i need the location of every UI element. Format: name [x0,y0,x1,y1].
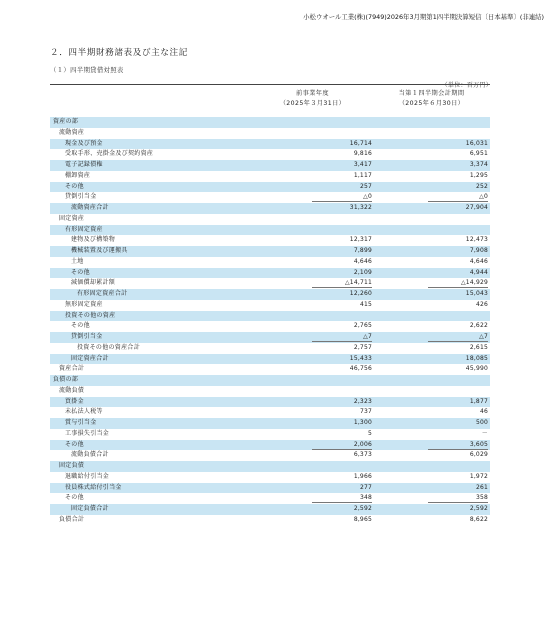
current-value: 4,944 [469,268,488,276]
current-value: 8,622 [469,515,488,523]
current-value: 6,951 [469,150,488,158]
table-row [50,440,490,451]
row-label: 現金及び預金 [65,139,103,147]
table-row [50,235,490,246]
table-row [50,246,490,257]
prior-value: 257 [359,182,372,190]
row-label: 役員株式給付引当金 [65,483,122,491]
section-title: ２．四半期財務諸表及び主な注記 [50,48,188,58]
table-row [50,311,490,322]
unit-note: （単位：百万円） [441,82,492,89]
prior-value: △14,711 [312,278,372,288]
row-label: 退職給付引当金 [65,472,110,480]
table-row [50,117,490,128]
prior-value: 5 [367,429,372,437]
prior-value: 348 [312,493,372,503]
table-row [50,364,490,375]
prior-value: △7 [312,332,372,342]
row-label: 貸倒引当金 [65,193,97,201]
prior-value: 1,300 [353,419,372,426]
row-label: 買掛金 [65,397,84,405]
row-label: 流動負債 [59,386,85,394]
table-row [50,192,490,203]
row-label: 有形固定資産合計 [77,290,128,297]
balance-sheet-table [50,117,490,526]
current-value: 252 [475,182,488,190]
row-label: 電子記録債権 [65,161,103,168]
table-row [50,139,490,150]
current-value: － [481,429,488,437]
current-value: △7 [428,332,488,342]
prior-value: 2,006 [312,440,372,450]
table-row [50,149,490,160]
row-label: 資産の部 [53,118,79,125]
table-row [50,160,490,171]
row-label: 機械装置及び運搬具 [71,247,128,254]
prior-period-date: （2025年３月31日） [279,100,346,107]
table-row [50,203,490,214]
table-row [50,407,490,418]
table-row [50,375,490,386]
company-header: 小松ウオール工業(株)(7949)2026年3月期第1四半期決算短信〔日本基準〕(非連結) [303,13,544,21]
current-value: 7,908 [469,247,488,254]
row-label: 資産合計 [59,365,85,373]
table-row [50,300,490,311]
prior-value: 8,965 [353,515,372,523]
prior-value: 415 [359,300,372,308]
row-label: 流動資産 [59,128,85,136]
current-value: 6,029 [469,451,488,459]
table-row [50,504,490,515]
prior-value: 31,322 [349,204,372,211]
table-subtitle: （１）四半期貸借対照表 [50,66,124,74]
current-value: 27,904 [465,204,488,211]
row-label: その他 [71,322,90,330]
row-label: 固定負債合計 [71,505,109,512]
table-row [50,386,490,397]
prior-value: 12,317 [349,236,372,244]
prior-value: 277 [359,483,372,491]
row-label: 負債の部 [53,376,79,383]
current-period-label: 当第１四半期会計期間 [398,90,465,97]
table-row [50,354,490,365]
current-period-date: （2025年６月30日） [398,100,465,107]
row-label: 無形固定資産 [65,300,103,308]
table-row [50,472,490,483]
current-value: 500 [475,419,488,426]
prior-value: 737 [359,408,372,416]
prior-value: 1,966 [353,472,372,480]
prior-value: 9,816 [353,150,372,158]
prior-value: 2,765 [353,322,372,330]
row-label: 未払法人税等 [65,408,103,416]
table-row [50,225,490,236]
current-value: 15,043 [465,290,488,297]
current-value: 261 [475,483,488,491]
prior-value: 7,899 [353,247,372,254]
row-label: 建物及び構築物 [71,236,116,244]
current-value: 3,374 [469,161,488,168]
current-value: 2,615 [469,343,488,351]
prior-value: 2,592 [353,505,372,512]
prior-value: 2,323 [353,397,372,405]
current-value: 426 [475,300,488,308]
current-value: 1,295 [469,171,488,179]
row-label: 負債合計 [59,515,85,523]
column-header [50,84,490,118]
row-label: その他 [71,268,90,276]
table-row [50,182,490,193]
current-value: 12,473 [465,236,488,244]
current-value: 45,990 [465,365,488,373]
prior-value: 46,756 [349,365,372,373]
current-value: 1,877 [469,397,488,405]
row-label: その他 [65,494,84,502]
current-value: 358 [428,493,488,503]
row-label: その他 [65,182,84,190]
table-row [50,332,490,343]
current-value: △0 [428,192,488,202]
row-label: 流動資産合計 [71,204,109,211]
current-value: 46 [479,408,488,416]
current-value: 2,622 [469,322,488,330]
prior-period-header [255,89,370,109]
table-row [50,257,490,268]
table-row [50,214,490,225]
current-value: 1,972 [469,472,488,480]
current-value: 4,646 [469,257,488,265]
prior-value: 2,757 [353,343,372,351]
current-value: △14,929 [428,278,488,288]
table-row [50,418,490,429]
current-value: 2,592 [469,505,488,512]
table-row [50,450,490,461]
row-label: その他 [65,440,84,448]
table-row [50,268,490,279]
prior-value: 4,646 [353,257,372,265]
table-row [50,493,490,504]
table-row [50,515,490,526]
prior-value: 3,417 [353,161,372,168]
prior-value: 16,714 [349,139,372,147]
row-label: 土地 [71,257,84,265]
row-label: 流動負債合計 [71,451,109,459]
table-row [50,278,490,289]
prior-value: 2,109 [353,268,372,276]
row-label: 固定負債 [59,462,85,469]
row-label: 有形固定資産 [65,225,103,233]
prior-value: 12,260 [349,290,372,297]
table-row [50,171,490,182]
row-label: 工事損失引当金 [65,429,110,437]
prior-value: △0 [312,192,372,202]
current-value: 3,605 [428,440,488,450]
row-label: 投資その他の資産合計 [77,343,141,351]
table-row [50,429,490,440]
prior-value: 6,373 [353,451,372,459]
row-label: 投資その他の資産 [65,311,116,319]
current-value: 16,031 [465,139,488,147]
prior-period-label: 前事業年度 [296,90,329,97]
table-row [50,483,490,494]
row-label: 賞与引当金 [65,419,97,426]
table-row [50,397,490,408]
row-label: 固定資産合計 [71,354,109,362]
row-label: 棚卸資産 [65,171,91,179]
current-value: 18,085 [465,354,488,362]
row-label: 減価償却累計額 [71,279,116,287]
current-period-header [373,89,490,109]
table-row [50,343,490,354]
prior-value: 15,433 [349,354,372,362]
prior-value: 1,117 [353,171,372,179]
table-row [50,461,490,472]
row-label: 固定資産 [59,214,85,222]
row-label: 貸倒引当金 [71,333,103,340]
table-row [50,128,490,139]
table-row [50,289,490,300]
row-label: 受取手形、売掛金及び契約資産 [65,150,154,158]
table-row [50,321,490,332]
